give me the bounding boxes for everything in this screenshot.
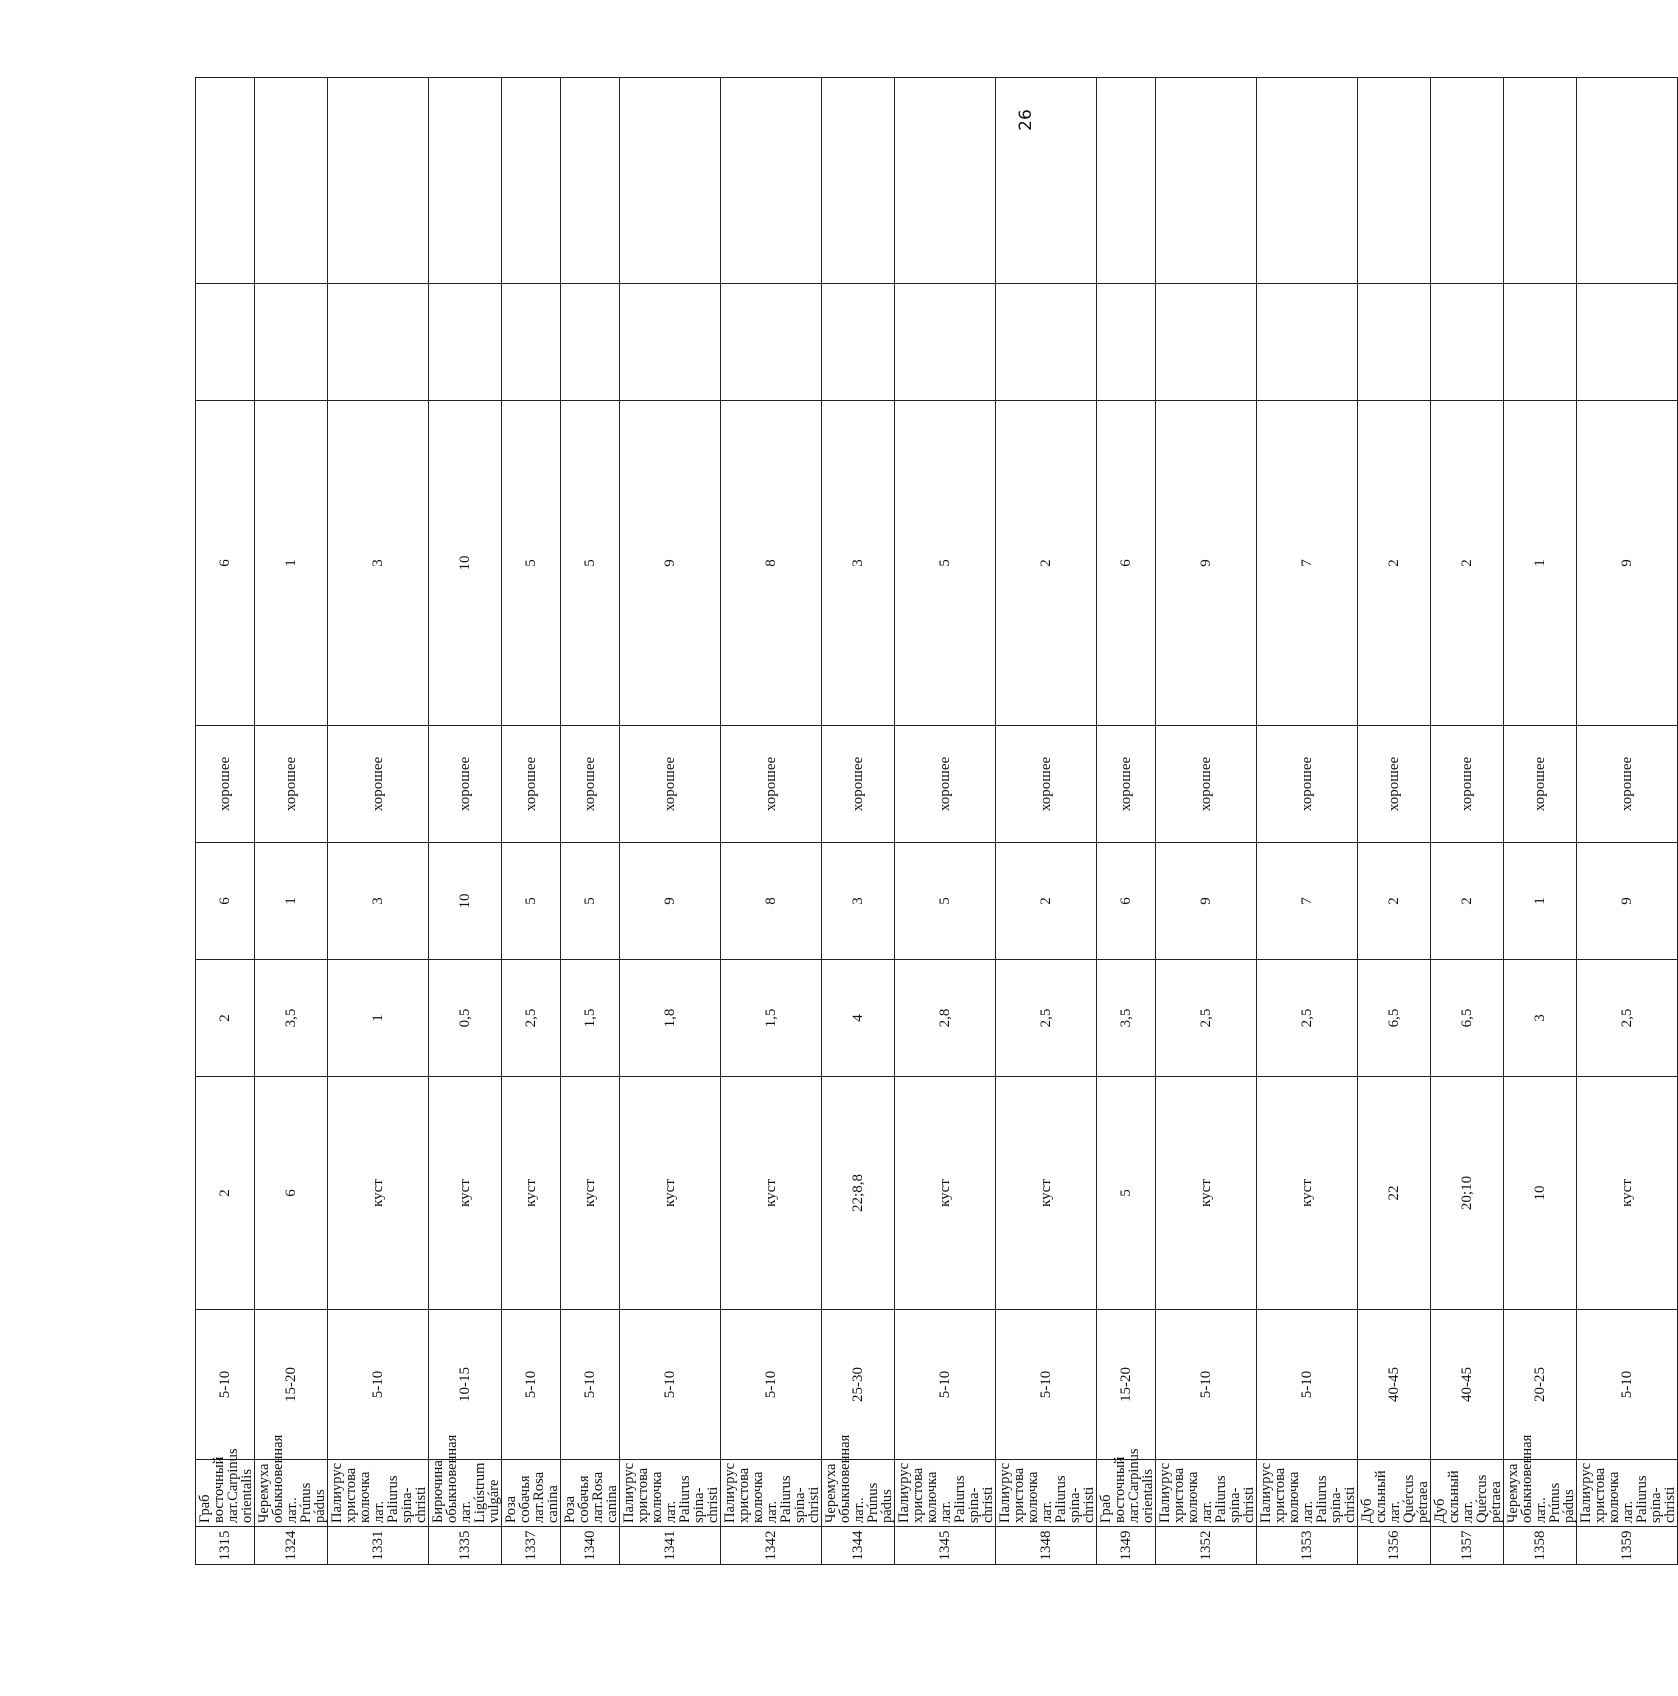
tree-number-cell: 1337 (502, 1527, 561, 1565)
extra-col-cell (1097, 78, 1156, 284)
quantity-cell: 9 (1577, 843, 1678, 960)
condition-cell: хорошее (620, 726, 721, 843)
note-col-cell (196, 284, 255, 401)
tree-number-cell: 1331 (328, 1527, 429, 1565)
diameter-cell: 10 (1504, 1077, 1577, 1310)
age-cell: 5-10 (561, 1310, 620, 1460)
count-col-cell: 2 (1358, 401, 1431, 726)
quantity-cell: 10 (429, 843, 502, 960)
height-cell: 1,5 (561, 960, 620, 1077)
condition-cell: хорошее (996, 726, 1097, 843)
quantity-cell: 6 (196, 843, 255, 960)
quantity-cell: 1 (255, 843, 328, 960)
tree-number-cell: 1341 (620, 1527, 721, 1565)
condition-cell: хорошее (328, 726, 429, 843)
condition-cell: хорошее (1257, 726, 1358, 843)
table-row (620, 78, 721, 1565)
height-cell: 3 (1504, 960, 1577, 1077)
count-col-cell: 3 (328, 401, 429, 726)
table-row (1156, 78, 1257, 1565)
table-row (996, 78, 1097, 1565)
note-col-cell (1097, 284, 1156, 401)
count-col-cell: 6 (196, 401, 255, 726)
note-col-cell (1504, 284, 1577, 401)
species-name-cell: Палиурус христова колючка лат. Paliurus spina-christi (895, 1460, 996, 1527)
species-name-cell: Палиурус христова колючка лат. Paliurus spina-christi (1577, 1460, 1678, 1527)
tree-number-cell: 1344 (822, 1527, 895, 1565)
quantity-cell: 3 (822, 843, 895, 960)
height-cell: 2,5 (502, 960, 561, 1077)
count-col-cell: 10 (429, 401, 502, 726)
diameter-cell: куст (721, 1077, 822, 1310)
note-col-cell (502, 284, 561, 401)
count-col-cell: 3 (822, 401, 895, 726)
quantity-cell: 1 (1504, 843, 1577, 960)
tree-number-cell: 1358 (1504, 1527, 1577, 1565)
diameter-cell: куст (1156, 1077, 1257, 1310)
table-row (822, 78, 895, 1565)
species-name-cell: Роза собачья лат.Rosa canina (561, 1460, 620, 1527)
diameter-cell: куст (620, 1077, 721, 1310)
age-cell: 5-10 (620, 1310, 721, 1460)
species-name-cell: Черемуха обыкновенная лат.. Prúnus pádus (822, 1460, 895, 1527)
note-col-cell (429, 284, 502, 401)
extra-col-cell (1358, 78, 1431, 284)
note-col-cell (1156, 284, 1257, 401)
count-col-cell: 9 (1577, 401, 1678, 726)
tree-number-cell: 1353 (1257, 1527, 1358, 1565)
extra-col-cell (502, 78, 561, 284)
extra-col-cell (996, 78, 1097, 284)
condition-cell: хорошее (1577, 726, 1678, 843)
note-col-cell (620, 284, 721, 401)
age-cell: 15-20 (1097, 1310, 1156, 1460)
quantity-cell: 2 (1431, 843, 1504, 960)
table-row (561, 78, 620, 1565)
condition-cell: хорошее (895, 726, 996, 843)
age-cell: 5-10 (502, 1310, 561, 1460)
height-cell: 4 (822, 960, 895, 1077)
quantity-cell: 9 (1156, 843, 1257, 960)
condition-cell: хорошее (721, 726, 822, 843)
condition-cell: хорошее (255, 726, 328, 843)
tree-number-cell: 1324 (255, 1527, 328, 1565)
table-row (1431, 78, 1504, 1565)
table-row (255, 78, 328, 1565)
extra-col-cell (895, 78, 996, 284)
age-cell: 5-10 (1257, 1310, 1358, 1460)
age-cell: 5-10 (1577, 1310, 1678, 1460)
species-name-cell: Черемуха обыкновенная лат.. Prúnus pádus (255, 1460, 328, 1527)
age-cell: 15-20 (255, 1310, 328, 1460)
species-name-cell: Палиурус христова колючка лат. Paliurus spina-christi (721, 1460, 822, 1527)
diameter-cell: 20;10 (1431, 1077, 1504, 1310)
tree-number-cell: 1356 (1358, 1527, 1431, 1565)
note-col-cell (721, 284, 822, 401)
extra-col-cell (196, 78, 255, 284)
note-col-cell (822, 284, 895, 401)
condition-cell: хорошее (429, 726, 502, 843)
extra-col-cell (1431, 78, 1504, 284)
condition-cell: хорошее (1358, 726, 1431, 843)
table-row (1097, 78, 1156, 1565)
table-row (1504, 78, 1577, 1565)
quantity-cell: 2 (996, 843, 1097, 960)
quantity-cell: 6 (1097, 843, 1156, 960)
table-row (1577, 78, 1678, 1565)
condition-cell: хорошее (1156, 726, 1257, 843)
species-name-cell: Бирючина обыкновенная лат. Ligústrum vulgáre (429, 1460, 502, 1527)
extra-col-cell (1577, 78, 1678, 284)
age-cell: 20-25 (1504, 1310, 1577, 1460)
table-row (721, 78, 822, 1565)
age-cell: 5-10 (895, 1310, 996, 1460)
condition-cell: хорошее (1097, 726, 1156, 843)
quantity-cell: 8 (721, 843, 822, 960)
height-cell: 0,5 (429, 960, 502, 1077)
species-name-cell: Палиурус христова колючка лат. Paliurus spina-christi (1257, 1460, 1358, 1527)
tree-number-cell: 1357 (1431, 1527, 1504, 1565)
extra-col-cell (822, 78, 895, 284)
quantity-cell: 9 (620, 843, 721, 960)
species-name-cell: Граб восточный лат.Carpinus orientalis (196, 1460, 255, 1527)
quantity-cell: 5 (895, 843, 996, 960)
extra-col-cell (1156, 78, 1257, 284)
height-cell: 3,5 (255, 960, 328, 1077)
diameter-cell: куст (895, 1077, 996, 1310)
height-cell: 2,5 (996, 960, 1097, 1077)
condition-cell: хорошее (502, 726, 561, 843)
count-col-cell: 5 (561, 401, 620, 726)
tree-number-cell: 1342 (721, 1527, 822, 1565)
tree-number-cell: 1335 (429, 1527, 502, 1565)
diameter-cell: 5 (1097, 1077, 1156, 1310)
age-cell: 5-10 (328, 1310, 429, 1460)
diameter-cell: куст (502, 1077, 561, 1310)
extra-col-cell (1504, 78, 1577, 284)
age-cell: 40-45 (1358, 1310, 1431, 1460)
diameter-cell: куст (429, 1077, 502, 1310)
species-name-cell: Роза собачья лат.Rosa canina (502, 1460, 561, 1527)
note-col-cell (328, 284, 429, 401)
height-cell: 2 (196, 960, 255, 1077)
species-name-cell: Граб восточный лат.Carpinus orientalis (1097, 1460, 1156, 1527)
age-cell: 5-10 (721, 1310, 822, 1460)
diameter-cell: 22 (1358, 1077, 1431, 1310)
extra-col-cell (328, 78, 429, 284)
count-col-cell: 2 (1431, 401, 1504, 726)
height-cell: 1,8 (620, 960, 721, 1077)
condition-cell: хорошее (822, 726, 895, 843)
age-cell: 25-30 (822, 1310, 895, 1460)
table-row (328, 78, 429, 1565)
height-cell: 2,5 (1156, 960, 1257, 1077)
table-row (1257, 78, 1358, 1565)
quantity-cell: 5 (561, 843, 620, 960)
diameter-cell: куст (561, 1077, 620, 1310)
species-name-cell: Дуб скльный лат. Quércus pétraea (1358, 1460, 1431, 1527)
height-cell: 1,5 (721, 960, 822, 1077)
quantity-cell: 2 (1358, 843, 1431, 960)
note-col-cell (561, 284, 620, 401)
table-row (196, 78, 255, 1565)
note-col-cell (996, 284, 1097, 401)
quantity-cell: 7 (1257, 843, 1358, 960)
tree-number-cell: 1348 (996, 1527, 1097, 1565)
note-col-cell (1431, 284, 1504, 401)
condition-cell: хорошее (1431, 726, 1504, 843)
tree-number-cell: 1315 (196, 1527, 255, 1565)
count-col-cell: 1 (255, 401, 328, 726)
count-col-cell: 5 (895, 401, 996, 726)
note-col-cell (1577, 284, 1678, 401)
age-cell: 5-10 (996, 1310, 1097, 1460)
age-cell: 5-10 (196, 1310, 255, 1460)
diameter-cell: 22;8,8 (822, 1077, 895, 1310)
extra-col-cell (561, 78, 620, 284)
note-col-cell (1257, 284, 1358, 401)
height-cell: 3,5 (1097, 960, 1156, 1077)
tree-number-cell: 1359 (1577, 1527, 1678, 1565)
tree-number-cell: 1345 (895, 1527, 996, 1565)
height-cell: 2,8 (895, 960, 996, 1077)
note-col-cell (1358, 284, 1431, 401)
count-col-cell: 1 (1504, 401, 1577, 726)
count-col-cell: 9 (1156, 401, 1257, 726)
height-cell: 2,5 (1577, 960, 1678, 1077)
extra-col-cell (721, 78, 822, 284)
tree-number-cell: 1340 (561, 1527, 620, 1565)
table-row (502, 78, 561, 1565)
note-col-cell (255, 284, 328, 401)
count-col-cell: 7 (1257, 401, 1358, 726)
age-cell: 40-45 (1431, 1310, 1504, 1460)
species-name-cell: Палиурус христова колючка лат. Paliurus spina-christi (328, 1460, 429, 1527)
extra-col-cell (255, 78, 328, 284)
diameter-cell: куст (1577, 1077, 1678, 1310)
species-name-cell: Палиурус христова колючка лат. Paliurus spina-christi (620, 1460, 721, 1527)
count-col-cell: 2 (996, 401, 1097, 726)
species-name-cell: Черемуха обыкновенная лат.. Prúnus pádus (1504, 1460, 1577, 1527)
rotated-table-container (195, 78, 1678, 1565)
height-cell: 2,5 (1257, 960, 1358, 1077)
tree-inventory-table (195, 77, 1678, 1565)
species-name-cell: Палиурус христова колючка лат. Paliurus spina-christi (1156, 1460, 1257, 1527)
height-cell: 6,5 (1358, 960, 1431, 1077)
height-cell: 1 (328, 960, 429, 1077)
height-cell: 6,5 (1431, 960, 1504, 1077)
table-body (196, 78, 1678, 1565)
tree-number-cell: 1349 (1097, 1527, 1156, 1565)
count-col-cell: 8 (721, 401, 822, 726)
extra-col-cell (1257, 78, 1358, 284)
diameter-cell: куст (996, 1077, 1097, 1310)
quantity-cell: 5 (502, 843, 561, 960)
condition-cell: хорошее (1504, 726, 1577, 843)
diameter-cell: 2 (196, 1077, 255, 1310)
diameter-cell: куст (1257, 1077, 1358, 1310)
extra-col-cell (620, 78, 721, 284)
extra-col-cell (429, 78, 502, 284)
condition-cell: хорошее (561, 726, 620, 843)
table-row (895, 78, 996, 1565)
species-name-cell: Дуб скльный лат. Quércus pétraea (1431, 1460, 1504, 1527)
note-col-cell (895, 284, 996, 401)
tree-number-cell: 1352 (1156, 1527, 1257, 1565)
count-col-cell: 9 (620, 401, 721, 726)
count-col-cell: 6 (1097, 401, 1156, 726)
diameter-cell: куст (328, 1077, 429, 1310)
diameter-cell: 6 (255, 1077, 328, 1310)
table-row (429, 78, 502, 1565)
age-cell: 10-15 (429, 1310, 502, 1460)
count-col-cell: 5 (502, 401, 561, 726)
age-cell: 5-10 (1156, 1310, 1257, 1460)
species-name-cell: Палиурус христова колючка лат. Paliurus spina-christi (996, 1460, 1097, 1527)
condition-cell: хорошее (196, 726, 255, 843)
quantity-cell: 3 (328, 843, 429, 960)
table-row (1358, 78, 1431, 1565)
page-number: 26 (1016, 109, 1036, 131)
